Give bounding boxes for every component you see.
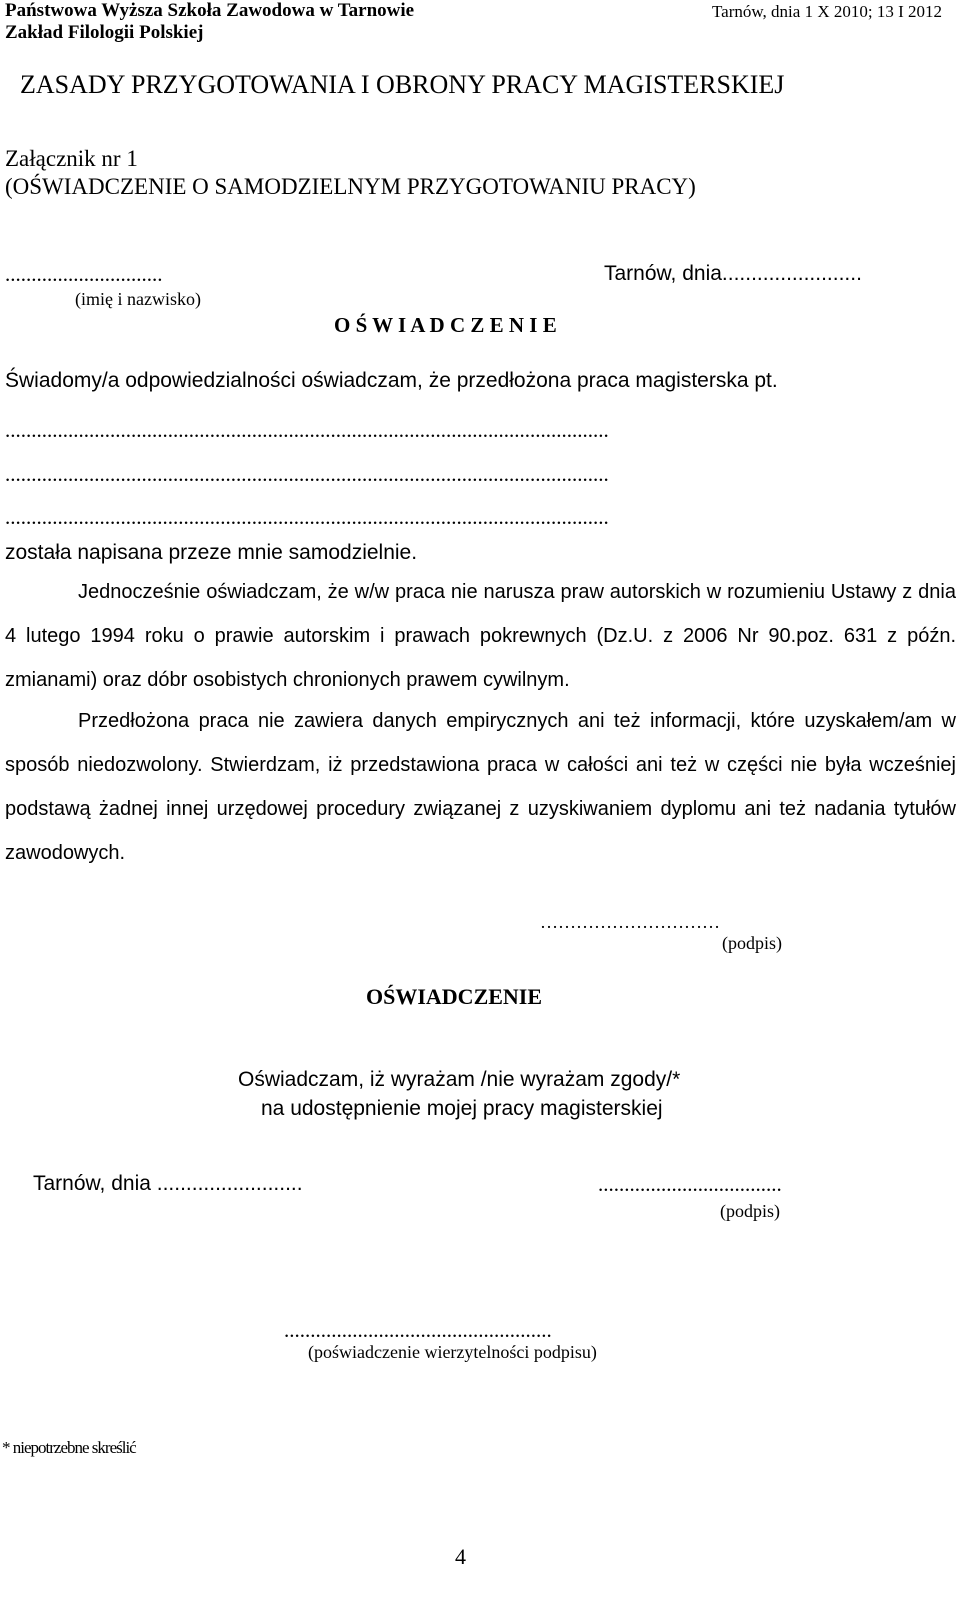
signature-caption: (podpis) (722, 933, 782, 953)
attachment-label: Załącznik nr 1 (5, 146, 138, 171)
attachment-subtitle: (OŚWIADCZENIE O SAMODZIELNYM PRZYGOTOWANIU PRACY) (5, 174, 696, 199)
consent-signature-caption: (podpis) (720, 1201, 780, 1221)
name-caption: (imię i nazwisko) (75, 289, 201, 309)
consent-line-1: Oświadczam, iż wyrażam /nie wyrażam zgody/* (238, 1068, 681, 1091)
name-dots: .............................. (5, 262, 163, 286)
place-date: Tarnów, dnia........................ (604, 262, 862, 285)
footnote: * niepotrzebne skreślić (2, 1438, 136, 1457)
header-date: Tarnów, dnia 1 X 2010; 13 I 2012 (711, 2, 942, 21)
consent-place-date: Tarnów, dnia ......................... (33, 1172, 303, 1195)
copyright-paragraph-text: Jednocześnie oświadczam, że w/w praca nie narusza praw autorskich w rozumieniu Ustawy z dnia 4 lutego 1994 roku o prawie autorskim i prawach pokrewnych (Dz.U. z 2006 Nr 90.poz. 631 z późn. zmianami) oraz dóbr osobistych chronionych prawem cywilnym. (5, 581, 956, 691)
originality-paragraph-text: Przedłożona praca nie zawiera danych empirycznych ani też informacji, które uzyskałem/am w sposób niedozwolony. Stwierdzam, iż przedstawiona praca w całości ani też w części nie była wcześniej podstawą żadnej innej urzędowej procedury związanej z uzyskiwaniem dyplomu ani też nadania tytułów zawodowych. (5, 710, 956, 864)
originality-paragraph (5, 699, 956, 875)
title-dots-line-3: ................................................................................................................... (5, 505, 609, 529)
statement-intro: Świadomy/a odpowiedzialności oświadczam, że przedłożona praca magisterska pt. (5, 369, 778, 392)
title-dots-line-1: ................................................................................................................... (5, 418, 609, 442)
copyright-paragraph (5, 570, 956, 702)
certification-dots: ................................................... (284, 1318, 552, 1342)
consent-signature-dots: ................................... (598, 1172, 782, 1196)
document-title: ZASADY PRZYGOTOWANIA I OBRONY PRACY MAGISTERSKIEJ (20, 70, 785, 99)
department-name: Zakład Filologii Polskiej (5, 22, 204, 43)
school-name: Państwowa Wyższa Szkoła Zawodowa w Tarnowie (5, 0, 415, 21)
page-number: 4 (455, 1544, 466, 1569)
consent-heading: OŚWIADCZENIE (366, 984, 543, 1009)
title-dots-line-2: ................................................................................................................... (5, 462, 609, 486)
written-by-me: została napisana przeze mnie samodzielnie. (5, 541, 418, 564)
signature-line: ………………………… (540, 912, 720, 932)
certification-caption: (poświadczenie wierzytelności podpisu) (308, 1342, 597, 1362)
statement-heading: O Ś W I A D C Z E N I E (334, 313, 557, 337)
consent-line-2: na udostępnienie mojej pracy magisterskiej (261, 1097, 663, 1120)
